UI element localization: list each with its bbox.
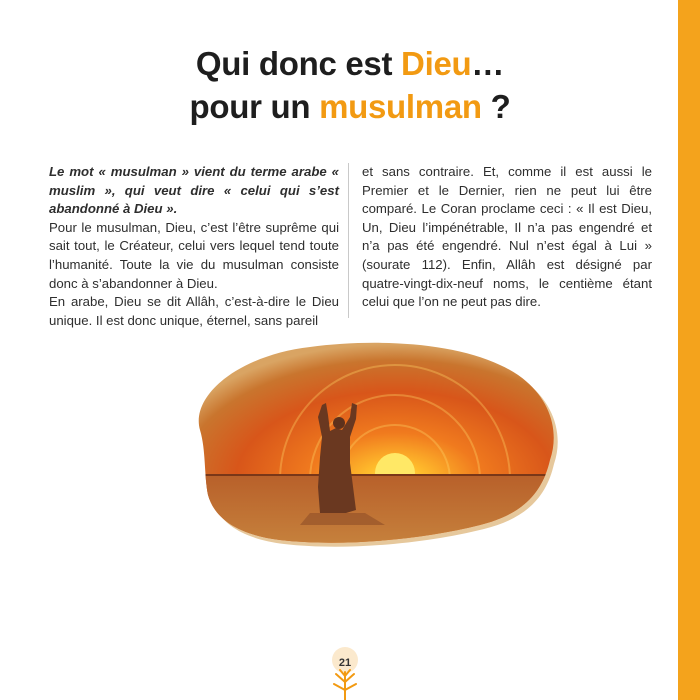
intro-paragraph: Le mot « musulman » vient du terme arabe « muslim », qui veut dire « celui qui s’est abandonné à Dieu ». bbox=[49, 164, 339, 217]
title-accent-dieu: Dieu bbox=[401, 45, 472, 82]
body-paragraph: et sans contraire. Et, comme il est aussi le Premier et le Dernier, rien ne peut lui être comparé. Le Coran proclame ceci : « Il est Dieu, Un, Dieu l’impénétrable, Il n’a pas engendré et n’a pas été engendré. Nul n’est égal à Lui » (sourate 112). Enfin, Allâh est désigné par quatre-vingt-dix-neuf noms, le centième étant celui que l’on ne peut pas dire. bbox=[362, 164, 652, 310]
body-paragraph: En arabe, Dieu se dit Allâh, c’est-à-dire le Dieu unique. Il est donc unique, éternel, sans pareil bbox=[49, 294, 339, 328]
figure-head bbox=[333, 417, 345, 429]
title-text: pour un bbox=[189, 88, 320, 125]
title-ellipsis: … bbox=[471, 45, 505, 82]
title-accent-musulman: musulman bbox=[319, 88, 482, 125]
body-paragraph: Pour le musulman, Dieu, c’est l’être suprême qui sait tout, le Créateur, celui vers lequel tend toute l’humanité. Toute la vie du musulman consiste donc à s’abandonner à Dieu. bbox=[49, 219, 339, 291]
page-title bbox=[0, 42, 700, 128]
text-column-left bbox=[49, 163, 339, 330]
page-number: 21 bbox=[338, 657, 352, 669]
title-text: Qui donc est bbox=[195, 45, 402, 82]
title-line-1 bbox=[0, 42, 700, 85]
tree-icon bbox=[320, 642, 370, 700]
column-divider bbox=[348, 163, 349, 318]
text-column-right bbox=[362, 163, 652, 312]
title-question-mark: ? bbox=[481, 88, 511, 125]
sunset-prayer-illustration bbox=[170, 335, 565, 555]
title-line-2 bbox=[0, 85, 700, 128]
